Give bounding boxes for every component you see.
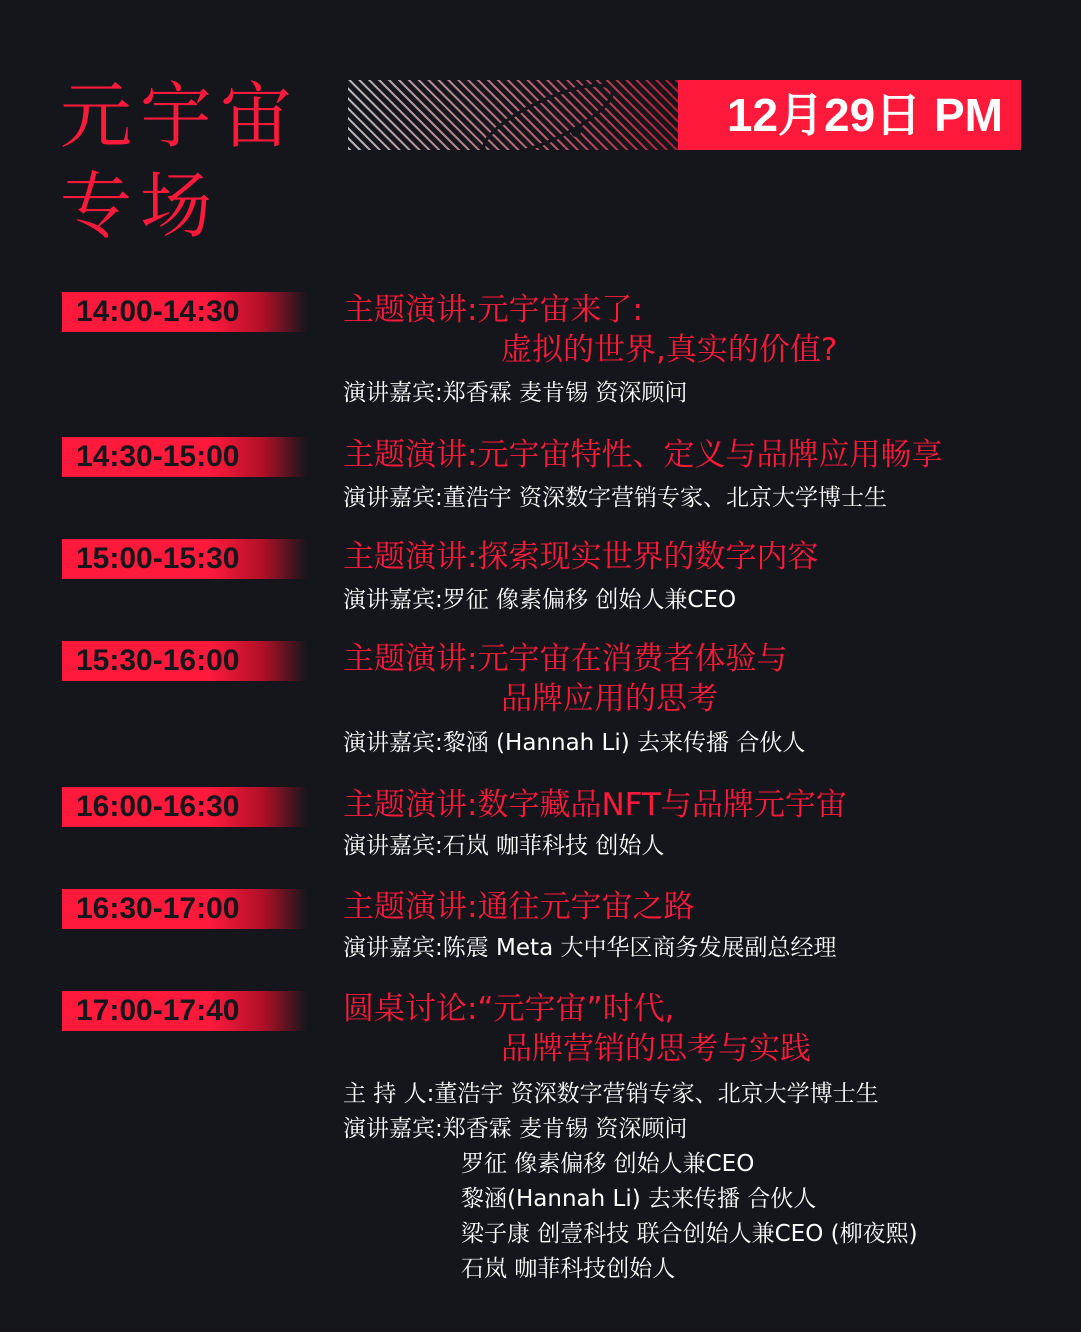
topic-line: 主题演讲:探索现实世界的数字内容 bbox=[343, 539, 819, 575]
speaker-line: 演讲嘉宾:黎涵 (Hannah Li) 去来传播 合伙人 bbox=[343, 730, 806, 756]
date-banner bbox=[348, 80, 1021, 150]
session-topic bbox=[343, 537, 818, 577]
speaker-line: 演讲嘉宾:陈震 Meta 大中华区商务发展副总经理 bbox=[343, 935, 837, 961]
speaker-line: 演讲嘉宾:郑香霖 麦肯锡 资深顾问 bbox=[343, 1116, 688, 1142]
speaker-line: 黎涵(Hannah Li) 去来传播 合伙人 bbox=[461, 1186, 817, 1212]
session-time: 16:30-17:00 bbox=[62, 889, 307, 929]
speaker-line: 石岚 咖菲科技创始人 bbox=[461, 1256, 676, 1282]
speaker-line: 演讲嘉宾:董浩宇 资深数字营销专家、北京大学博士生 bbox=[343, 485, 888, 511]
topic-line: 主题演讲:元宇宙在消费者体验与 bbox=[343, 641, 788, 677]
speaker-list bbox=[343, 1077, 918, 1287]
topic-line: 虚拟的世界,真实的价值? bbox=[501, 332, 838, 368]
speaker-line: 演讲嘉宾:郑香霖 麦肯锡 资深顾问 bbox=[343, 380, 688, 406]
session-topic bbox=[343, 639, 787, 719]
session-time: 16:00-16:30 bbox=[62, 787, 307, 827]
host-line: 主 持 人:董浩宇 资深数字营销专家、北京大学博士生 bbox=[343, 1081, 879, 1107]
session-time: 14:00-14:30 bbox=[62, 292, 307, 332]
session-topic bbox=[343, 435, 942, 475]
speaker-line: 罗征 像素偏移 创始人兼CEO bbox=[461, 1151, 755, 1177]
page-title-line2: 专场 bbox=[60, 164, 221, 248]
session-topic bbox=[343, 785, 847, 825]
session-time: 17:00-17:40 bbox=[62, 991, 307, 1031]
topic-line: 主题演讲:数字藏品NFT与品牌元宇宙 bbox=[343, 787, 847, 823]
speaker-line: 演讲嘉宾:石岚 咖菲科技 创始人 bbox=[343, 833, 665, 859]
session-time: 14:30-15:00 bbox=[62, 437, 307, 477]
topic-line: 圆桌讨论:“元宇宙”时代, bbox=[343, 991, 675, 1027]
session-time: 15:00-15:30 bbox=[62, 539, 307, 579]
speaker-line: 梁子康 创壹科技 联合创始人兼CEO (柳夜熙) bbox=[461, 1221, 918, 1247]
topic-line: 品牌营销的思考与实践 bbox=[501, 1031, 811, 1067]
session-time: 15:30-16:00 bbox=[62, 641, 307, 681]
topic-line: 主题演讲:元宇宙来了: bbox=[343, 292, 643, 328]
topic-line: 主题演讲:通往元宇宙之路 bbox=[343, 889, 695, 925]
page-title-line1: 元宇宙 bbox=[60, 74, 301, 158]
session-topic bbox=[343, 290, 837, 370]
topic-line: 主题演讲:元宇宙特性、定义与品牌应用畅享 bbox=[343, 437, 943, 473]
session-topic bbox=[343, 989, 811, 1069]
event-date: 12月29日 PM bbox=[726, 89, 1003, 141]
topic-line: 品牌应用的思考 bbox=[501, 681, 718, 717]
session-topic bbox=[343, 887, 694, 927]
speaker-line: 演讲嘉宾:罗征 像素偏移 创始人兼CEO bbox=[343, 587, 737, 613]
